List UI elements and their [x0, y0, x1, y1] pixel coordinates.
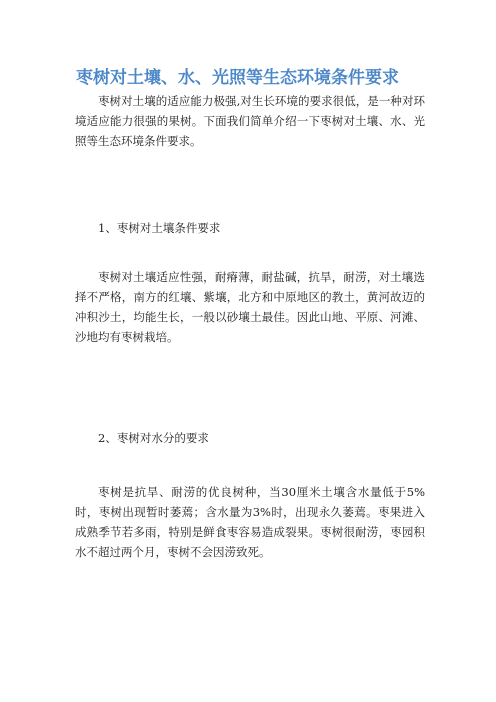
section-heading-water: 2、枣树对水分的要求	[98, 431, 209, 445]
intro-paragraph: 枣树对土壤的适应能力极强,对生长环境的要求很低，是一种对环境适应能力很强的果树。下面我们简单介绍一下枣树对土壤、水、光照等生态环境条件要求。	[75, 94, 425, 148]
document-title: 枣树对土壤、水、光照等生态环境条件要求	[76, 68, 399, 88]
section-heading-soil: 1、枣树对土壤条件要求	[98, 221, 221, 235]
section-body-soil: 枣树对土壤适应性强，耐瘠薄，耐盐碱，抗旱，耐涝，对土壤选择不严格，南方的红壤、紫壤，北方和中原地区的教土，黄河故迈的冲积沙土，均能生长，一般以砂壤土最佳。因此山地、平原、河滩、沙地均有枣树栽培。	[75, 270, 425, 344]
section-body-water: 枣树是抗旱、耐涝的优良树种，当30厘米土壤含水量低于5%时，枣树出现暂时萎蔫；含水量为3%时，出现永久萎蔫。枣果进入成熟季节若多雨，特别是鲜食枣容易造成裂果。枣树很耐涝，枣园积水不超过两个月，枣树不会因涝致死。	[75, 485, 425, 559]
